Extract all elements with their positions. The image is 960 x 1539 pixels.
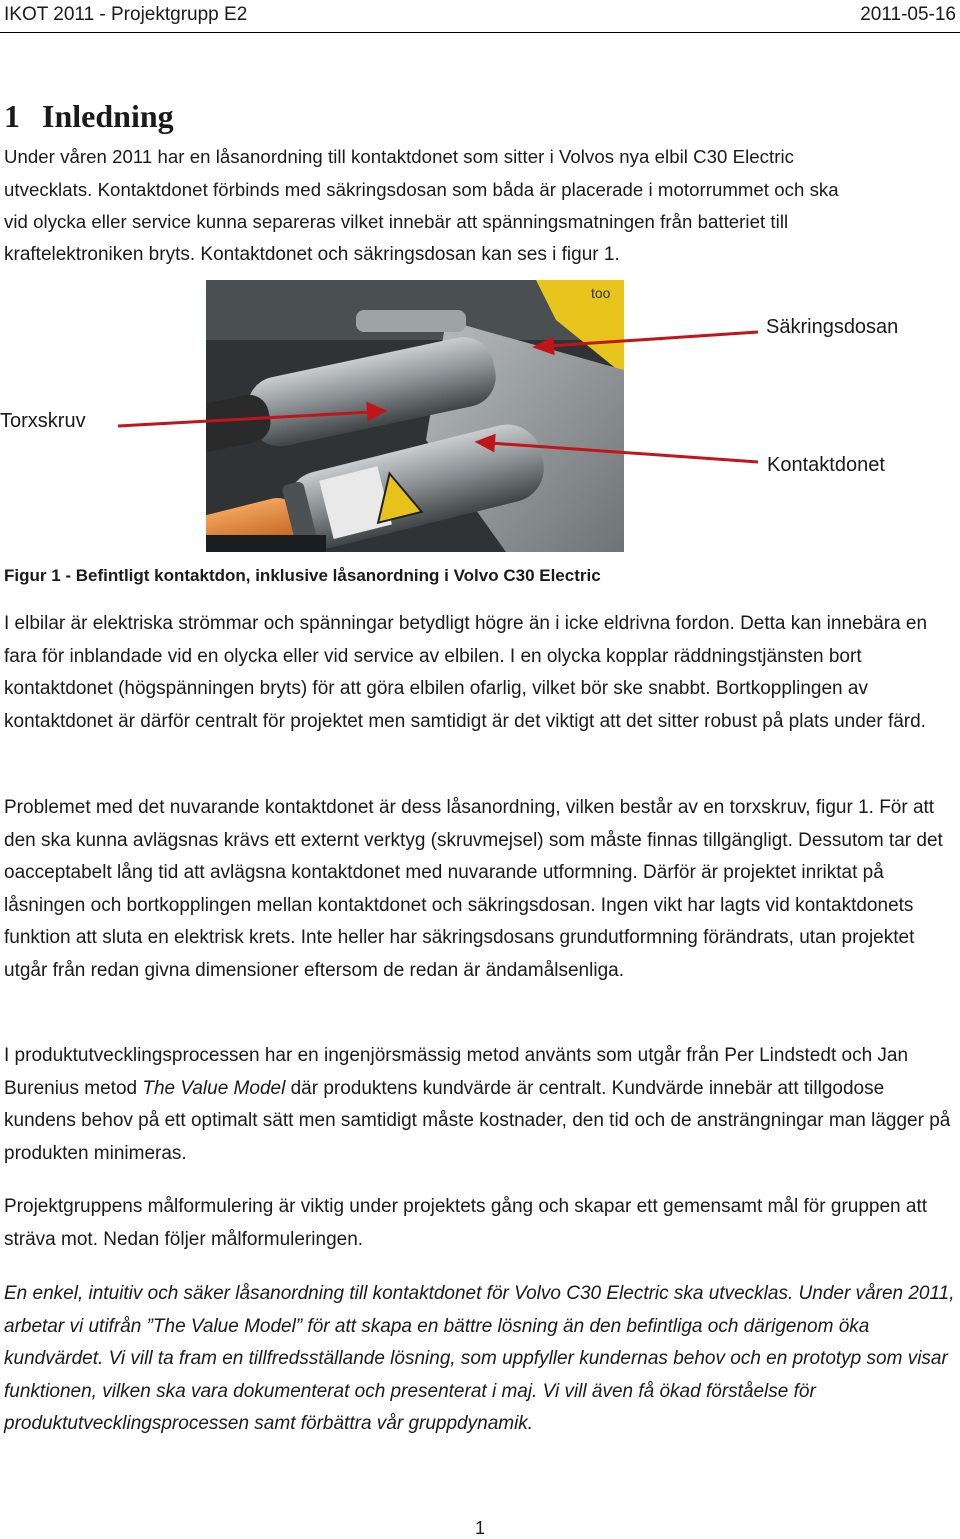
- arrow-connector: [490, 443, 758, 462]
- paragraph-goal-statement: En enkel, intuitiv och säker låsanordning till kontaktdonet för Volvo C30 Electric ska utvecklas. Under våren 2011, arbetar vi utifrån ”The Value Model” för att skapa en bättre lösning än den befintliga och därigenom öka kundvärdet. Vi vill ta fram en tillfredsställande lösning, som uppfyller kundernas behov och en prototyp som visar funktionen, vilken ska vara dokumenterat och presenterat i maj. Vi vill även få ökad förståelse för produktutvecklingsprocessen samt förbättra vår gruppdynamik.: [4, 1283, 955, 1435]
- label-fuse-box: Säkringsdosan: [766, 316, 899, 338]
- intro-line-1: Under våren 2011 har en låsanordning till kontaktdonet som sitter i Volvos nya elbil C30 Electric: [4, 146, 794, 167]
- page-number: 1: [474, 1518, 485, 1538]
- section-heading: [4, 98, 174, 135]
- intro-line-2: utvecklats. Kontaktdonet förbinds med säkringsdosan som båda är placerade i motorrummet och ska: [4, 178, 839, 200]
- paragraph-electric-safety: I elbilar är elektriska strömmar och spänningar betydligt högre än i icke eldrivna fordon. Detta kan innebära en fara för inblandade vid en olycka eller vid service av elbilen. I en olycka kopplar räddningstjänsten bort kontaktdonet (högspänningen bryts) för att göra elbilen ofarlig, vilket bör ske snabbt. Bortkopplingen av kontaktdonet är därför centralt för projektet men samtidigt är det viktigt att det sitter robust på plats under färd.: [4, 613, 928, 732]
- arrow-torx-screw: [118, 412, 372, 426]
- intro-paragraph: [4, 141, 958, 271]
- arrow-connector-head: [478, 436, 494, 450]
- figure-caption: Figur 1 - Befintligt kontaktdon, inklusive låsanordning i Volvo C30 Electric: [4, 566, 601, 585]
- section-number: 1: [4, 98, 20, 134]
- label-torx-screw: Torxskruv: [0, 410, 86, 432]
- figure-arrows: [0, 280, 960, 480]
- header-title: IKOT 2011 - Projektgrupp E2: [4, 4, 248, 25]
- method-text-after: där produktens kundvärde är centralt. Kundvärde innebär att tillgodose kundens behov på ett optimalt sätt men samtidigt måste kostnader, den tid och de ansträngningar man lägger på produkten minimeras.: [4, 1077, 951, 1164]
- intro-line-3: vid olycka eller service kunna separeras vilket innebär att spänningsmatningen från batteriet till: [4, 211, 789, 233]
- paragraph-problem: Problemet med det nuvarande kontaktdonet är dess låsanordning, vilken består av en torxskruv, figur 1. För att den ska kunna avlägsnas krävs ett externt verktyg (skruvmejsel) som måste finnas tillgängligt. Dessutom tar det oacceptabelt lång tid att avlägsna kontaktdonet med nuvarande utformning. Därför är projektet inriktat på låsningen och bortkopplingen mellan kontaktdonet och säkringsdosan. Ingen vikt har lagts vid kontaktdonets funktion att sluta en elektrisk krets. Inte heller har säkringsdosans grundutformning förändrats, utan projektet utgår från redan givna dimensioner eftersom de redan är ändamålsenliga.: [4, 797, 943, 981]
- arrow-fuse-box-head: [536, 339, 553, 353]
- panel-text: too: [591, 285, 611, 301]
- intro-line-4: kraftelektroniken bryts. Kontaktdonet och säkringsdosan kan ses i figur 1.: [4, 243, 620, 265]
- method-title-italic: The Value Model: [142, 1077, 286, 1099]
- arrow-fuse-box: [548, 332, 758, 346]
- paragraph-goal-intro: Projektgruppens målformulering är viktig under projektets gång och skapar ett gemensamt mål för gruppen att sträva mot. Nedan följer målformuleringen.: [4, 1196, 928, 1250]
- paragraph-method: [4, 1040, 958, 1170]
- method-text-before: I produktutvecklingsprocessen har en ingenjörsmässig metod använts som utgår från Per Lindstedt och Jan Burenius metod: [4, 1045, 909, 1099]
- header-rule: [0, 32, 960, 33]
- header-date: 2011-05-16: [860, 4, 956, 25]
- section-title: Inledning: [42, 98, 174, 134]
- arrow-torx-screw-head: [368, 404, 384, 419]
- label-connector: Kontaktdonet: [767, 454, 885, 476]
